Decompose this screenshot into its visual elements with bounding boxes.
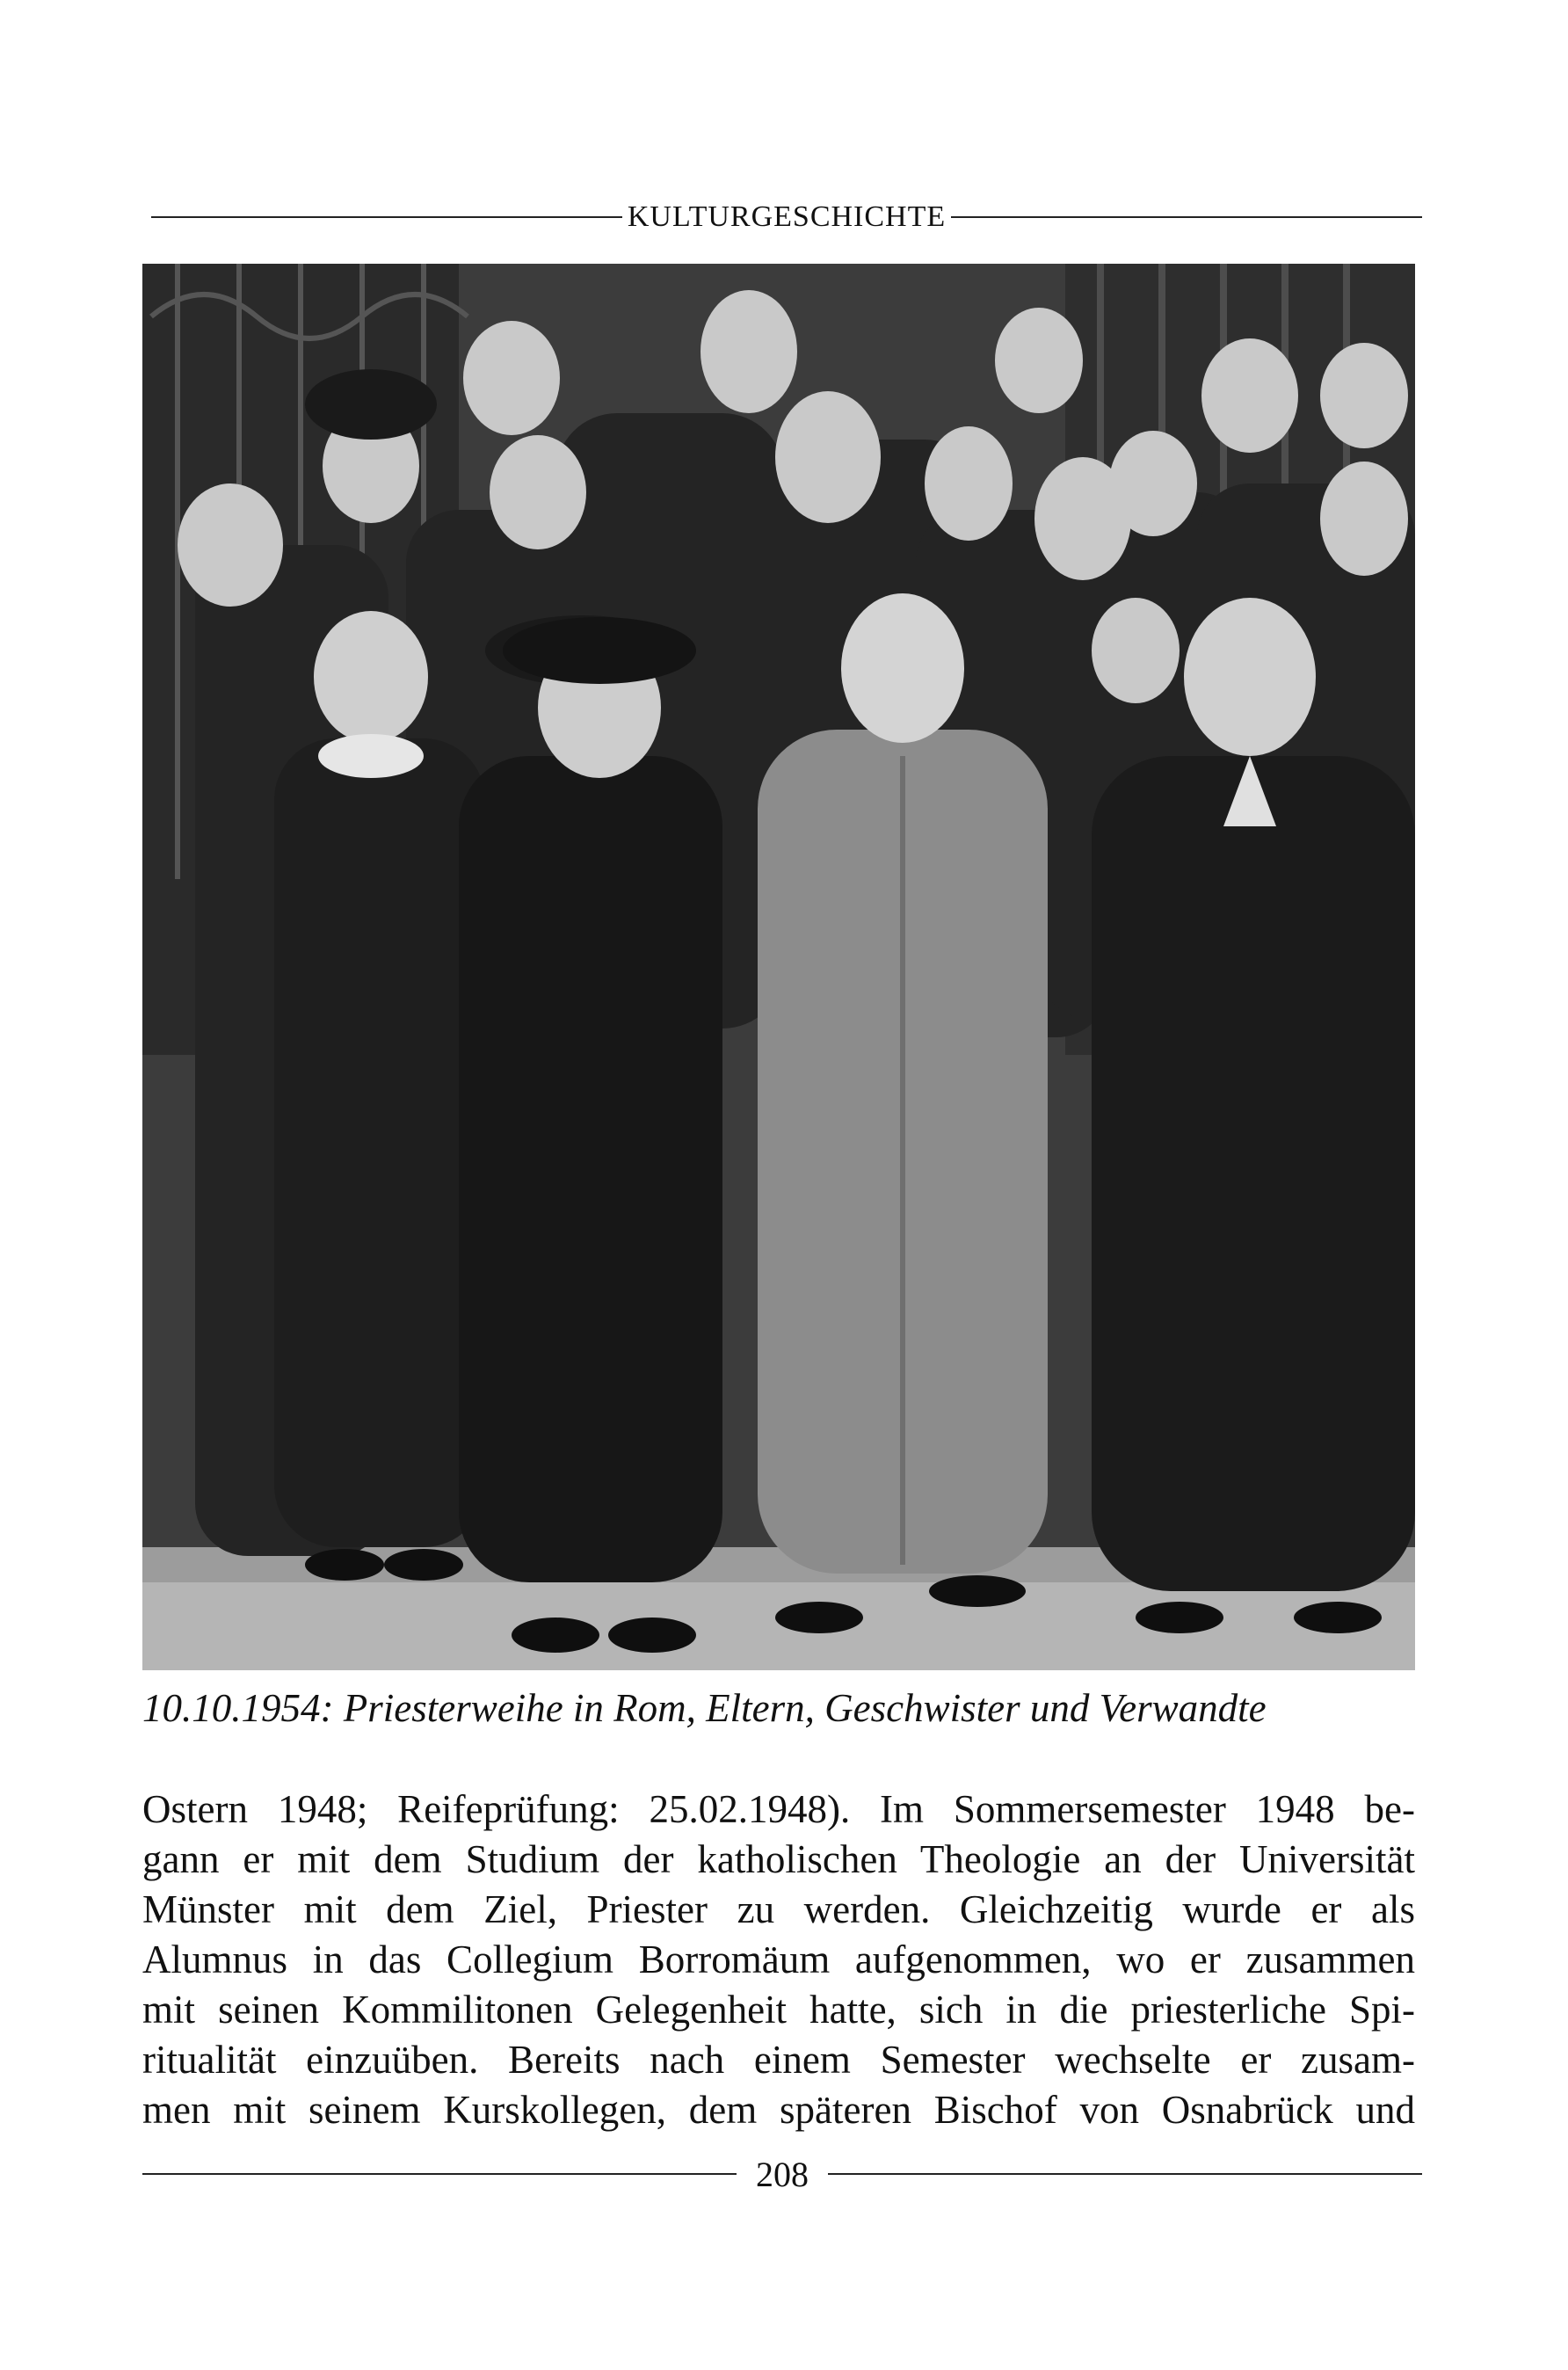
body-line-text: Ostern 1948; Reifeprüfung: 25.02.1948). Im Sommersemester 1948 be- [142,1787,1415,1831]
body-line [142,2085,1415,2135]
header-title: KULTURGESCHICHTE [627,200,947,233]
body-line-text: men mit seinem Kurskollegen, dem späteren Bischof von Osnabrück und [142,2088,1415,2132]
photo-caption: 10.10.1954: Priesterweihe in Rom, Eltern, Geschwister und Verwandte [142,1686,1267,1730]
page-number: 208 [756,2154,809,2194]
body-line [142,1835,1415,1885]
body-line-text: gann er mit dem Studium der katholischen Theologie an der Universität [142,1837,1415,1881]
group-photo-icon [142,264,1415,1670]
body-line [142,2035,1415,2085]
footer-rule-right [828,2173,1422,2175]
body-line [142,1935,1415,1985]
running-header [151,195,1422,239]
header-rule-left [151,216,622,218]
footer-rule-left [142,2173,737,2175]
group-photo [142,264,1415,1670]
body-line-text: Münster mit dem Ziel, Priester zu werden. Gleichzeitig wurde er als [142,1887,1415,1931]
header-rule-right [951,216,1422,218]
body-line-text: mit seinen Kommilitonen Gelegenheit hatte, sich in die priesterliche Spi- [142,1988,1415,2032]
body-line [142,1985,1415,2035]
body-line-text: ritualität einzuüben. Bereits nach einem Semester wechselte er zusam- [142,2038,1415,2082]
body-line-text: Alumnus in das Collegium Borromäum aufgenommen, wo er zusammen [142,1937,1415,1981]
body-paragraph [142,1785,1415,2135]
page-footer [142,2152,1422,2196]
body-line [142,1785,1415,1835]
body-line [142,1885,1415,1935]
